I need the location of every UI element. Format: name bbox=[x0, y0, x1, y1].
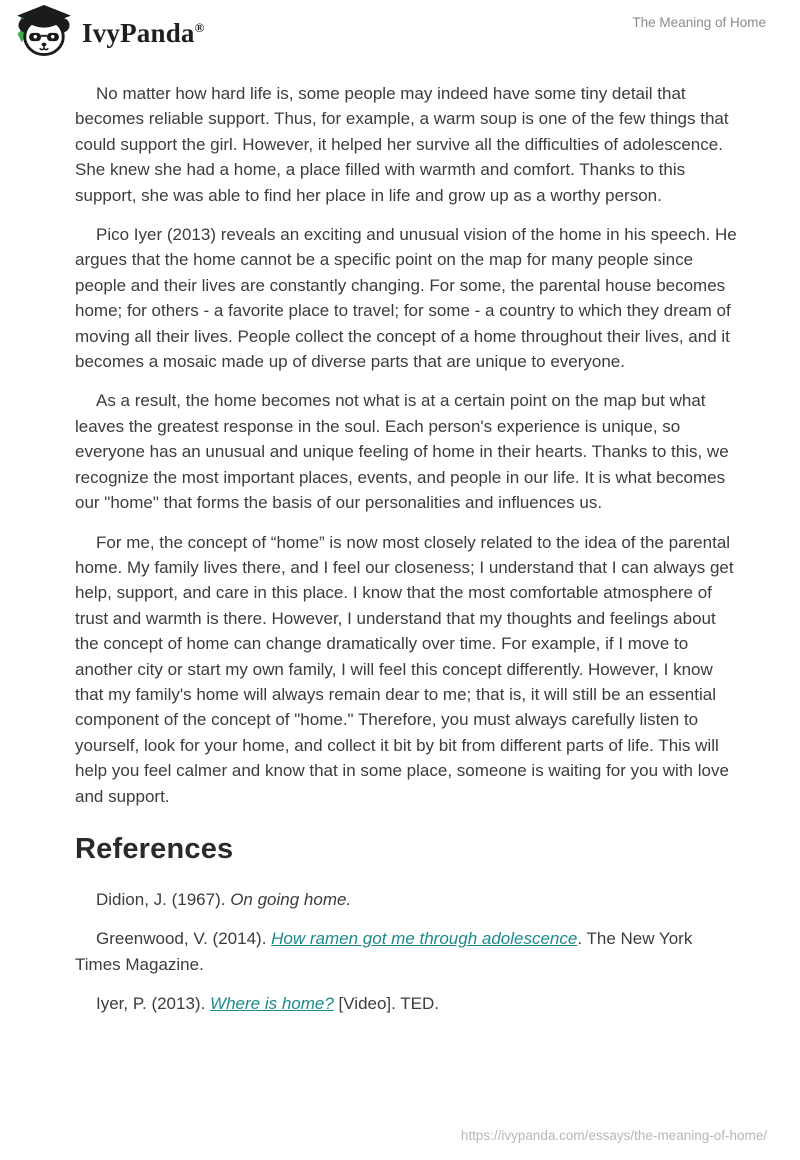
reference-entry-didion bbox=[75, 887, 737, 912]
reference-work-title: On going home. bbox=[230, 889, 352, 909]
ivypanda-panda-logo-icon bbox=[13, 5, 75, 62]
references-heading: References bbox=[75, 832, 234, 865]
reference-link-ramen[interactable]: How ramen got me through adolescence bbox=[271, 929, 578, 949]
reference-text: Greenwood, V. (2014). bbox=[96, 929, 272, 949]
reference-text: . The New York Times Magazine. bbox=[75, 929, 693, 974]
essay-paragraph-2: Pico Iyer (2013) reveals an exciting and unusual vision of the home in his speech. He argues that the home cannot be a specific point on the map for many people since people and their lives are constantly changing. For some, the parental house becomes home; for others - a favorite place to travel; for some - a country to which they dream of moving all their lives. People collect the concept of a home throughout their lives, and it becomes a mosaic made up of diverse parts that are unique to everyone. bbox=[75, 225, 737, 372]
reference-text: Didion, J. (1967). bbox=[96, 889, 231, 909]
reference-entry-iyer bbox=[75, 991, 737, 1016]
essay-paragraph-4: For me, the concept of “home” is now most closely related to the idea of the parental home. My family lives there, and I feel our closeness; I understand that I can always get help, support, and care in this place. I know that the most comfortable atmosphere of trust and warmth is there. However, I understand that my thoughts and feelings about the concept of home can change dramatically over time. For example, if I move to another city or start my own family, I will feel this concept differently. However, I know that my family's home will always remain dear to me; that is, it will still be an essential component of the concept of "home." Therefore, you must always carefully listen to yourself, look for your home, and collect it bit by bit from different parts of life. This will help you feel calmer and know that in some place, someone is waiting for you with love and support. bbox=[75, 532, 734, 806]
source-url: https://ivypanda.com/essays/the-meaning-of-home/ bbox=[460, 1128, 767, 1143]
registered-trademark: ® bbox=[194, 20, 205, 35]
essay-content bbox=[75, 81, 737, 1017]
header bbox=[0, 0, 800, 62]
reference-text: Iyer, P. (2013). bbox=[96, 994, 211, 1014]
essay-paragraph-3: As a result, the home becomes not what is at a certain point on the map but what leaves the greatest response in the soul. Each person's experience is unique, so everyone has an unusual and unique feeling of home in their hearts. Thanks to this, we recognize the most important places, events, and people in our life. It is what becomes our "home" that forms the basis of our personalities and influences us. bbox=[75, 391, 729, 513]
reference-entry-greenwood bbox=[75, 926, 737, 977]
reference-link-where-is-home[interactable]: Where is home? bbox=[210, 994, 334, 1014]
footer bbox=[461, 1128, 767, 1143]
reference-text: [Video]. TED. bbox=[333, 994, 440, 1014]
document-title: The Meaning of Home bbox=[632, 15, 766, 30]
brand bbox=[13, 5, 205, 62]
brand-name: IvyPanda® bbox=[82, 18, 205, 48]
essay-paragraph-1: No matter how hard life is, some people may indeed have some tiny detail that becomes reliable support. Thus, for example, a warm soup is one of the few things that could support the girl. However, it helped her survive all the difficulties of adolescence. She knew she had a home, a place filled with warmth and comfort. Thanks to this support, she was able to find her place in life and grow up as a worthy person. bbox=[75, 84, 729, 205]
